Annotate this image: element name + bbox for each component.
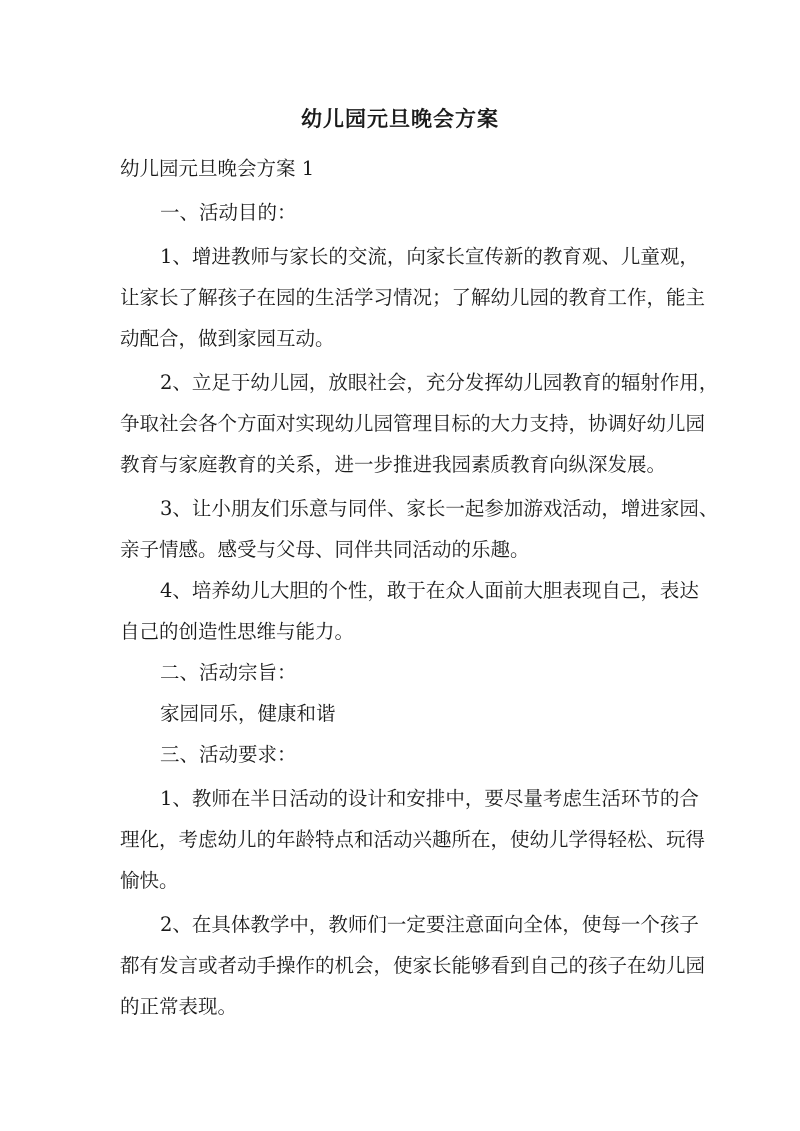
theme-text: 家园同乐，健康和谐 [160,702,336,725]
text-line: 4、培养幼儿大胆的个性，敢于在众人面前大胆表现自己，表达 [160,579,699,602]
paragraph-purpose-2 [120,362,719,485]
section-heading-purpose: 一、活动目的： [160,201,297,224]
document-body [120,148,719,1027]
text-line: 亲子情感。感受与父母、同伴共同活动的乐趣。 [120,538,530,561]
text-line: 动配合，做到家园互动。 [120,327,335,350]
text-line: 2、立足于幼儿园，放眼社会，充分发挥幼儿园教育的辐射作用， [160,371,719,394]
text-line: 2、在具体教学中，教师们一定要注意面向全体，使每一个孩子 [160,913,699,936]
text-line: 争取社会各个方面对实现幼儿园管理目标的大力支持，协调好幼儿园 [120,412,706,435]
text-line: 1、教师在半日活动的设计和安排中，要尽量考虑生活环节的合 [160,787,699,810]
text-line: 的正常表现。 [120,995,238,1018]
text-line: 理化，考虑幼儿的年龄特点和活动兴趣所在，使幼儿学得轻松、玩得 [120,828,706,851]
paragraph-purpose-4 [120,570,697,652]
text-line: 让家长了解孩子在园的生活学习情况；了解幼儿园的教育工作，能主 [120,286,706,309]
section-heading-requirements: 三、活动要求： [160,743,297,766]
paragraph-purpose-1 [120,236,706,359]
paragraph-purpose-3 [120,488,719,570]
document-subtitle: 幼儿园元旦晚会方案 1 [120,157,315,180]
section-heading-theme: 二、活动宗旨： [160,661,297,684]
text-line: 愉快。 [120,869,179,892]
text-line: 教育与家庭教育的关系，进一步推进我园素质教育向纵深发展。 [120,453,667,476]
text-line: 3、让小朋友们乐意与同伴、家长一起参加游戏活动，增进家园、 [160,497,719,520]
paragraph-requirement-2 [120,904,706,1027]
text-line: 都有发言或者动手操作的机会，使家长能够看到自己的孩子在幼儿园 [120,954,706,977]
paragraph-requirement-1 [120,778,706,901]
text-line: 自己的创造性思维与能力。 [120,620,355,643]
text-line: 1、增进教师与家长的交流，向家长宣传新的教育观、儿童观， [160,245,699,268]
document-title: 幼儿园元旦晚会方案 [301,106,499,131]
